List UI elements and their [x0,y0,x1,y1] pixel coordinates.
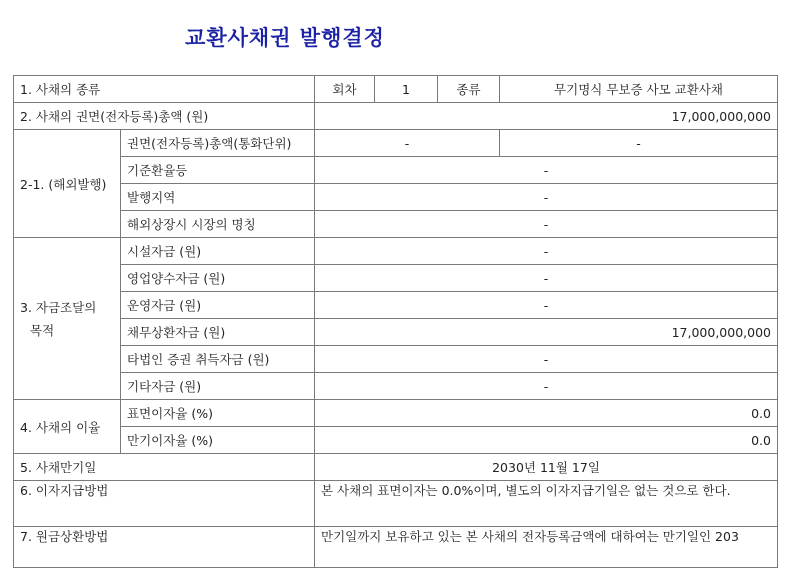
table-row [14,157,778,184]
series-value: 1 [375,76,438,103]
funds-item-value: - [315,346,778,373]
table-row [14,427,778,454]
overseas-currency-value-b: - [500,130,778,157]
overseas-item-value: - [315,184,778,211]
table-row [14,346,778,373]
kind-label: 종류 [438,76,500,103]
maturity-value: 2030년 11월 17일 [315,454,778,481]
principal-repayment-value: 만기일까지 보유하고 있는 본 사채의 전자등록금액에 대하여는 만기일인 203 [315,527,778,568]
interest-item-label: 표면이자율 (%) [121,400,315,427]
funds-item-label: 영업양수자금 (원) [121,265,315,292]
principal-repayment-label: 7. 원금상환방법 [14,527,315,568]
table-row [14,454,778,481]
overseas-section-label: 2-1. (해외발행) [14,130,121,238]
table-row [14,481,778,527]
funds-label-line2: 목적 [30,323,55,338]
overseas-item-value: - [315,211,778,238]
funds-item-value: - [315,265,778,292]
overseas-currency-value-a: - [315,130,500,157]
table-row [14,184,778,211]
overseas-item-label: 발행지역 [121,184,315,211]
funds-item-label: 채무상환자금 (원) [121,319,315,346]
table-row [14,527,778,568]
interest-item-value: 0.0 [315,400,778,427]
table-row [14,76,778,103]
kind-value: 무기명식 무보증 사모 교환사채 [500,76,778,103]
table-row [14,211,778,238]
table-row [14,130,778,157]
table-row [14,319,778,346]
table-row [14,103,778,130]
interest-item-value: 0.0 [315,427,778,454]
funds-item-label: 시설자금 (원) [121,238,315,265]
funds-label-line1: 3. 자금조달의 [20,300,97,315]
bond-type-label: 1. 사채의 종류 [14,76,315,103]
funds-item-label: 운영자금 (원) [121,292,315,319]
face-amount-value: 17,000,000,000 [315,103,778,130]
funds-item-label: 타법인 증권 취득자금 (원) [121,346,315,373]
funds-item-value: 17,000,000,000 [315,319,778,346]
funds-item-label: 기타자금 (원) [121,373,315,400]
series-label: 회차 [315,76,375,103]
interest-payment-value: 본 사채의 표면이자는 0.0%이며, 별도의 이자지급기일은 없는 것으로 한다. [315,481,778,527]
table-row [14,238,778,265]
funds-item-value: - [315,292,778,319]
interest-section-label: 4. 사채의 이율 [14,400,121,454]
funds-section-label [14,238,121,400]
overseas-item-label: 기준환율등 [121,157,315,184]
page-title: 교환사채권 발행결정 [185,25,385,50]
overseas-item-label: 해외상장시 시장의 명칭 [121,211,315,238]
funds-item-value: - [315,238,778,265]
face-amount-label: 2. 사채의 권면(전자등록)총액 (원) [14,103,315,130]
table-row [14,400,778,427]
interest-payment-label: 6. 이자지급방법 [14,481,315,527]
disclosure-table [13,75,778,568]
table-row [14,292,778,319]
table-row [14,265,778,292]
overseas-item-value: - [315,157,778,184]
table-row [14,373,778,400]
funds-item-value: - [315,373,778,400]
maturity-label: 5. 사채만기일 [14,454,315,481]
overseas-item-label: 권면(전자등록)총액(통화단위) [121,130,315,157]
interest-item-label: 만기이자율 (%) [121,427,315,454]
